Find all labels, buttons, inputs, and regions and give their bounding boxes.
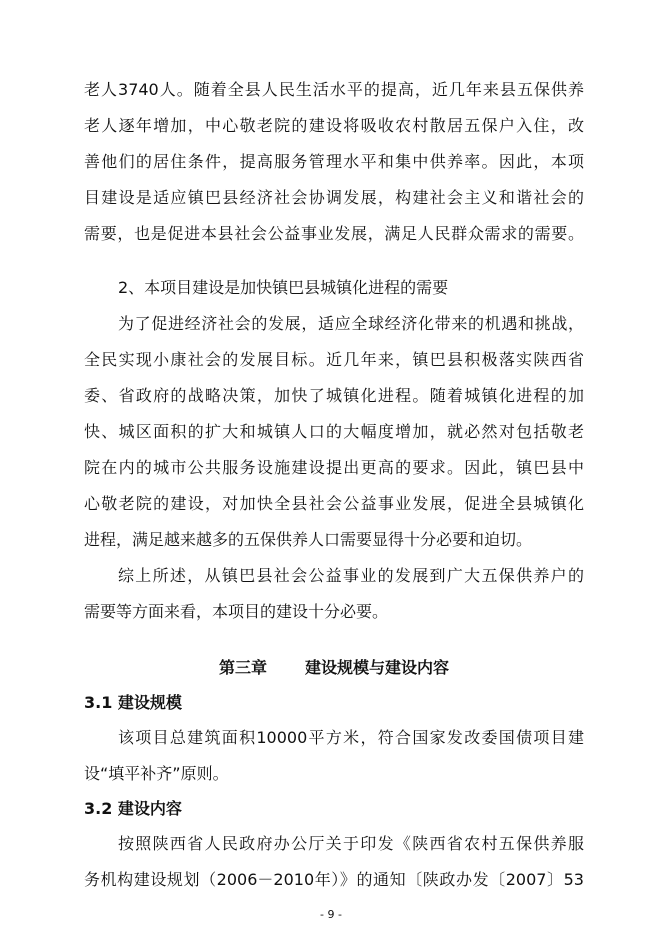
section-3-2-line-2: 务机构建设规划（2006－2010年）》的通知〔陕政办发〔2007〕53 xyxy=(84,870,584,889)
paragraph2-line-6: 心敬老院的建设，对加快全县社会公益事业发展，促进全县城镇化 xyxy=(84,494,584,513)
paragraph2-line-5: 院在内的城市公共服务设施建设提出更高的要求。因此，镇巴县中 xyxy=(84,458,584,477)
paragraph2-line-1: 为了促进经济社会的发展，适应全球经济化带来的机遇和挑战， xyxy=(118,314,584,333)
chapter-title: 建设规模与建设内容 xyxy=(305,658,450,677)
paragraph1-line-1: 老人3740人。随着全县人民生活水平的提高，近几年来县五保供养 xyxy=(84,80,584,99)
paragraph1-line-5: 需要，也是促进本县社会公益事业发展，满足人民群众需求的需要。 xyxy=(84,224,584,243)
paragraph3-line-1: 综上所述，从镇巴县社会公益事业的发展到广大五保供养户的 xyxy=(118,566,584,585)
paragraph2-line-7: 进程，满足越来越多的五保供养人口需要显得十分必要和迫切。 xyxy=(84,530,533,549)
section-3-2-line-1: 按照陕西省人民政府办公厅关于印发《陕西省农村五保供养服 xyxy=(118,834,584,853)
section-3-1-line-1: 该项目总建筑面积10000平方米，符合国家发改委国债项目建 xyxy=(118,728,584,747)
paragraph1-line-4: 目建设是适应镇巴县经济社会协调发展，构建社会主义和谐社会的 xyxy=(84,188,584,207)
paragraph1-line-3: 善他们的居住条件，提高服务管理水平和集中供养率。因此，本项 xyxy=(84,152,584,171)
chapter-heading xyxy=(84,657,584,679)
section-3-1-line-2: 设“填平补齐”原则。 xyxy=(84,764,229,783)
section-3-1-heading: 3.1 建设规模 xyxy=(84,693,182,712)
section-3-2-heading: 3.2 建设内容 xyxy=(84,799,182,818)
page-number: - 9 - xyxy=(320,908,342,921)
paragraph3-line-2: 需要等方面来看，本项目的建设十分必要。 xyxy=(84,602,389,621)
section-2-heading: 2、本项目建设是加快镇巴县城镇化进程的需要 xyxy=(118,278,449,297)
paragraph2-line-2: 全民实现小康社会的发展目标。近几年来，镇巴县积极落实陕西省 xyxy=(84,350,584,369)
paragraph1-line-2: 老人逐年增加，中心敬老院的建设将吸收农村散居五保户入住，改 xyxy=(84,116,584,135)
paragraph2-line-3: 委、省政府的战略决策，加快了城镇化进程。随着城镇化进程的加 xyxy=(84,386,584,405)
paragraph2-line-4: 快、城区面积的扩大和城镇人口的大幅度增加，就必然对包括敬老 xyxy=(84,422,584,441)
chapter-number: 第三章 xyxy=(218,658,267,677)
